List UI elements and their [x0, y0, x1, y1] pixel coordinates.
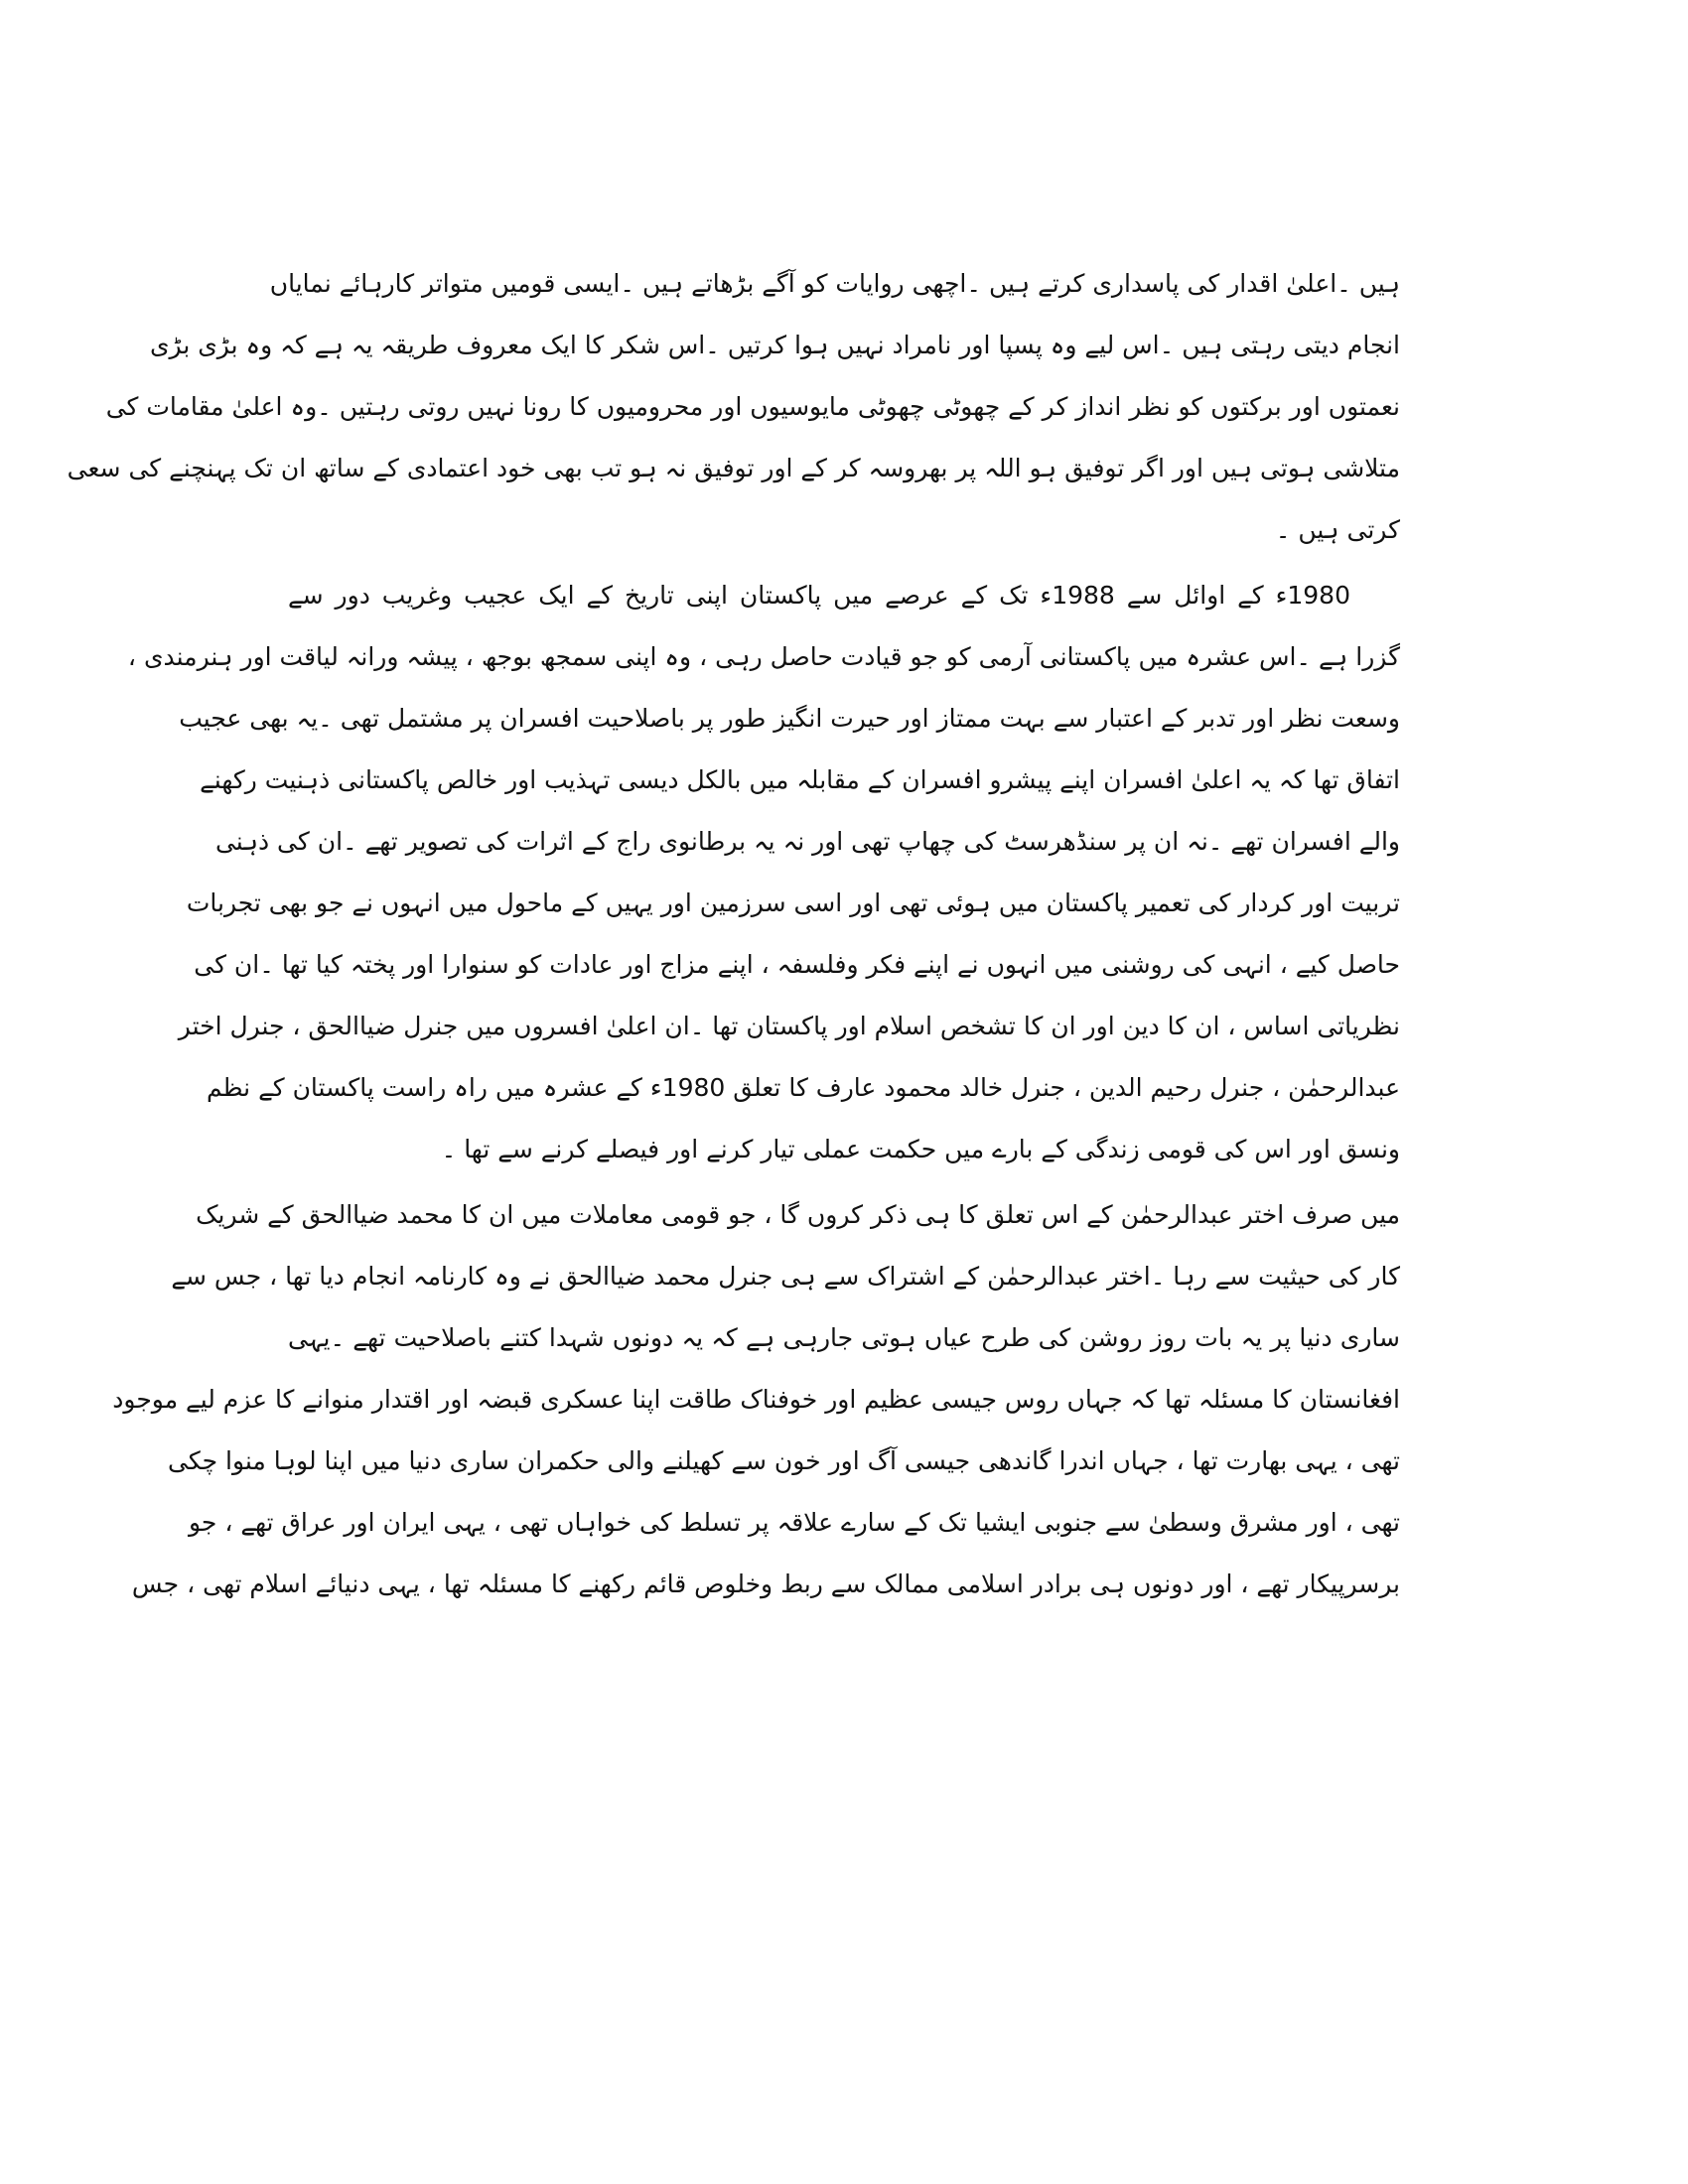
text-line: عبدالرحمٰن ، جنرل رحیم الدین ، جنرل خالد محمود عارف کا تعلق 1980ء کے عشرہ میں راہ راست پاکستان کے نظم: [207, 1073, 1400, 1102]
text-line: نعمتوں اور برکتوں کو نظر انداز کر کے چھوٹی چھوٹی مایوسیوں اور محرومیوں کا رونا نہیں روتی رہتیں ۔وہ اعلیٰ مقامات کی: [105, 392, 1400, 421]
paragraph-2: [127, 565, 1400, 1180]
text-line: کرتی ہیں ۔: [1275, 515, 1400, 544]
text-line: متلاشی ہوتی ہیں اور اگر توفیق ہو اللہ پر بھروسہ کر کے اور توفیق نہ ہو تب بھی خود اعتمادی کے ساتھ ان تک پہنچنے کی سعی: [67, 454, 1400, 482]
text-line: افغانستان کا مسئلہ تھا کہ جہاں روس جیسی عظیم اور خوفناک طاقت اپنا عسکری قبضہ اور اقتدار منوانے کا عزم لیے موجود: [112, 1385, 1400, 1414]
text-line: میں صرف اختر عبدالرحمٰن کے اس تعلق کا ہی ذکر کروں گا ، جو قومی معاملات میں ان کا محمد ضیاالحق کے شریک: [196, 1200, 1400, 1229]
text-line: 1980ء کے اوائل سے 1988ء تک کے عرصے میں پاکستان اپنی تاریخ کے ایک عجیب وغریب دور سے: [288, 581, 1350, 610]
body-text: [67, 253, 1400, 1961]
text-line: وسعت نظر اور تدبر کے اعتبار سے بہت ممتاز اور حیرت انگیز طور پر باصلاحیت افسران پر مشتمل تھی ۔یہ بھی عجیب: [179, 704, 1400, 733]
paragraph-3: [112, 1184, 1400, 1615]
text-line: والے افسران تھے ۔نہ ان پر سنڈھرسٹ کی چھاپ تھی اور نہ یہ برطانوی راج کے اثرات کی تصویر تھے ۔ان کی ذہنی: [214, 827, 1400, 856]
text-line: تھی ، اور مشرق وسطیٰ سے جنوبی ایشیا تک کے سارے علاقہ پر تسلط کی خواہاں تھی ، یہی ایران اور عراق تھے ، جو: [189, 1508, 1400, 1537]
text-line: تربیت اور کردار کی تعمیر پاکستان میں ہوئی تھی اور اسی سرزمین اور یہیں کے ماحول میں انہوں نے جو بھی تجربات: [186, 888, 1400, 917]
text-line: ونسق اور اس کی قومی زندگی کے بارے میں حکمت عملی تیار کرنے اور فیصلے کرنے سے تھا ۔: [441, 1135, 1400, 1163]
text-line: گزرا ہے ۔اس عشرہ میں پاکستانی آرمی کو جو قیادت حاصل رہی ، وہ اپنی سمجھ بوجھ ، پیشہ ورانہ لیاقت اور ہنرمندی ،: [127, 642, 1400, 671]
text-line: تھی ، یہی بھارت تھا ، جہاں اندرا گاندھی جیسی آگ اور خون سے کھیلنے والی حکمران ساری دنیا میں اپنا لوہا منوا چکی: [167, 1446, 1400, 1475]
text-line: اتفاق تھا کہ یہ اعلیٰ افسران اپنے پیشرو افسران کے مقابلہ میں بالکل دیسی تہذیب اور خالص پاکستانی ذہنیت رکھنے: [200, 765, 1400, 794]
text-line: برسرپیکار تھے ، اور دونوں ہی برادر اسلامی ممالک سے ربط وخلوص قائم رکھنے کا مسئلہ تھا ، یہی دنیائے اسلام تھی ، جس: [131, 1570, 1400, 1598]
text-line: نظریاتی اساس ، ان کا دین اور ان کا تشخص اسلام اور پاکستان تھا ۔ان اعلیٰ افسروں میں جنرل ضیاالحق ، جنرل اختر: [178, 1012, 1400, 1040]
text-line: انجام دیتی رہتی ہیں ۔اس لیے وہ پسپا اور نامراد نہیں ہوا کرتیں ۔اس شکر کا ایک معروف طریقہ یہ ہے کہ وہ بڑی بڑی: [149, 331, 1400, 359]
text-line: حاصل کیے ، انہی کی روشنی میں انہوں نے اپنے فکر وفلسفہ ، اپنے مزاج اور عادات کو سنوارا اور پختہ کیا تھا ۔ان کی: [194, 950, 1400, 979]
text-line: کار کی حیثیت سے رہا ۔اختر عبدالرحمٰن کے اشتراک سے ہی جنرل محمد ضیاالحق نے وہ کارنامہ انجام دیا تھا ، جس سے: [171, 1262, 1400, 1291]
paragraph-1: [67, 253, 1400, 561]
text-line: ہیں ۔اعلیٰ اقدار کی پاسداری کرتے ہیں ۔اچھی روایات کو آگے بڑھاتے ہیں ۔ایسی قومیں متواتر کارہائے نمایاں: [269, 269, 1400, 298]
text-line: ساری دنیا پر یہ بات روز روشن کی طرح عیاں ہوتی جارہی ہے کہ یہ دونوں شہدا کتنے باصلاحیت تھے ۔یہی: [288, 1323, 1400, 1352]
